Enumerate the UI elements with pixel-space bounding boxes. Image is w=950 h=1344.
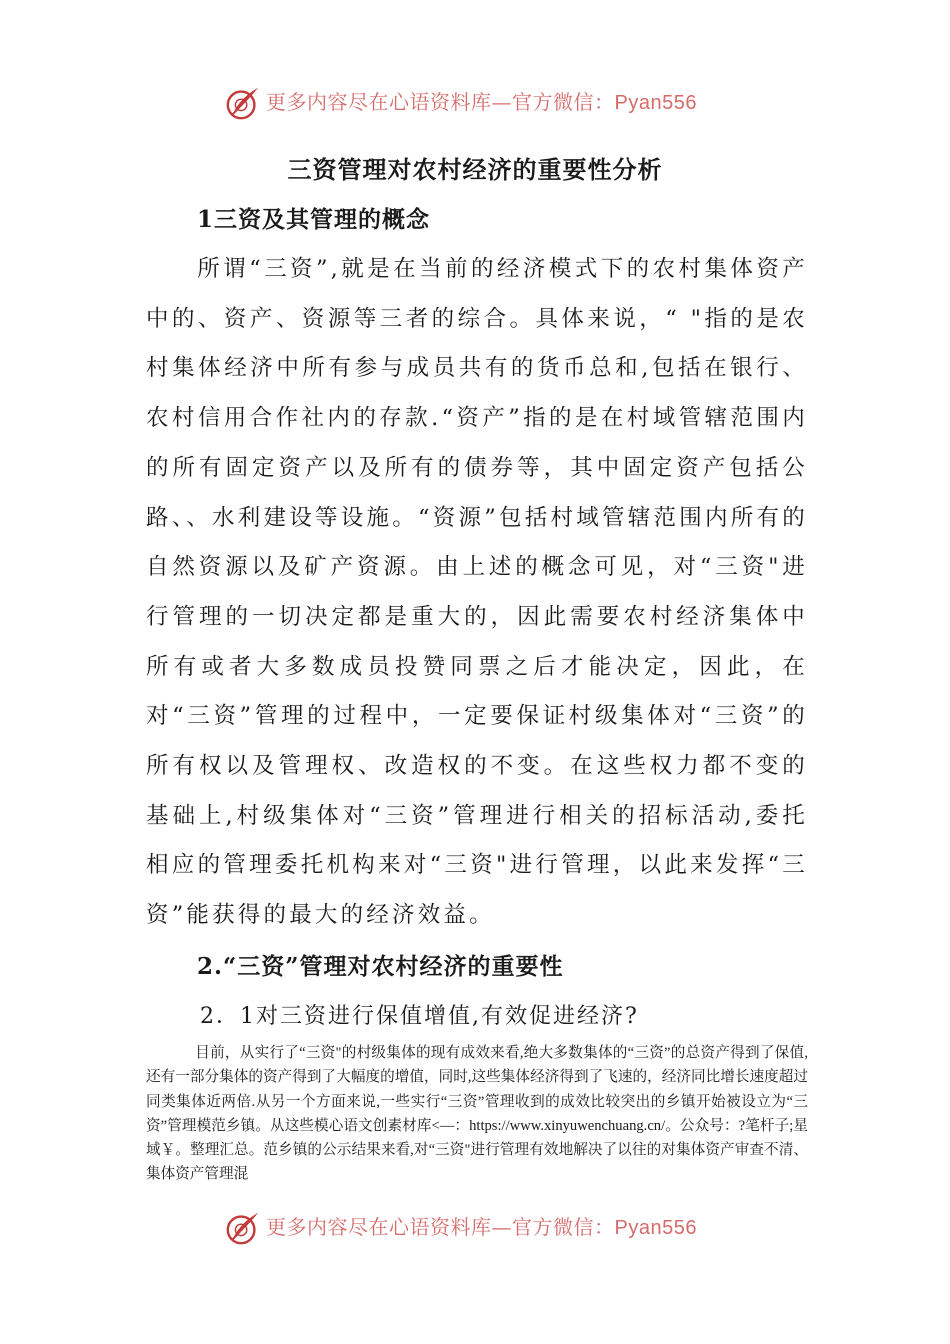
banner-dash: — <box>491 1215 512 1239</box>
banner-library-name: 更多内容尽在心语资料库 <box>266 90 492 114</box>
document-title: 三资管理对农村经济的重要性分析 <box>287 155 663 184</box>
section-1-paragraph <box>146 245 808 941</box>
section-2-1-heading: 2．1对三资进行保值增值,有效促进经济? <box>200 1004 639 1029</box>
quill-pen-logo-icon <box>224 84 262 122</box>
section-2-1-text: 目前，从实行了“三资"的村级集体的现有成效来看,绝大多数集体的“三资”的总资产得到了保值,还有一部分集体的资产得到了大幅度的增值，同时,这些集体经济得到了飞速的，经济同比增长速度超过同类集体近两倍.从另一个方面来说,一些实行“三资”管理收到的成效比较突出的乡镇开始被设立为“三资”管理模范乡镇。从这些模心语文创素材库<—：https://www.xinyuwenchuang.cn/。公众号：?笔杆子;星域￥。整理汇总。范乡镇的公示结果来看,对“三资"进行管理有效地解决了以往的对集体资产审查不清、集体资产管理混 <box>146 1045 808 1183</box>
banner-library-name: 更多内容尽在心语资料库 <box>266 1215 492 1239</box>
banner-wechat-label: 官方微信： <box>512 90 615 114</box>
section-1-heading: 1三资及其管理的概念 <box>197 206 431 233</box>
section-1-text: 所谓“三资”,就是在当前的经济模式下的农村集体资产中的、资产、资源等三者的综合。具体来说，“ "指的是农村集体经济中所有参与成员共有的货币总和,包括在银行、农村信用合作社内的存款.“资产”指的是在村域管辖范围内的所有固定资产以及所有的债券等，其中固定资产包括公路、、水利建设等设施。“资源”包括村域管辖范围内所有的自然资源以及矿产资源。由上述的概念可见，对“三资"进行管理的一切决定都是重大的，因此需要农村经济集体中所有或者大多数成员投赞同票之后才能决定，因此，在对“三资”管理的过程中，一定要保证村级集体对“三资”的所有权以及管理权、改造权的不变。在这些权力都不变的基础上,村级集体对“三资”管理进行相关的招标活动,委托相应的管理委托机构来对“三资"进行管理，以此来发挥“三资”能获得的最大的经济效益。 <box>146 256 808 929</box>
section-2-1-paragraph <box>146 1041 808 1187</box>
footer-banner <box>0 1205 950 1249</box>
banner-wechat-id: Pyan556 <box>614 92 697 114</box>
banner-dash: — <box>491 90 512 114</box>
banner-wechat-id: Pyan556 <box>614 1217 697 1239</box>
banner-text <box>266 1213 697 1242</box>
banner-text <box>266 88 697 117</box>
header-banner <box>0 80 950 124</box>
banner-wechat-label: 官方微信： <box>512 1215 615 1239</box>
quill-pen-logo-icon <box>224 1209 262 1247</box>
section-2-heading: 2.“三资”管理对农村经济的重要性 <box>197 953 564 980</box>
